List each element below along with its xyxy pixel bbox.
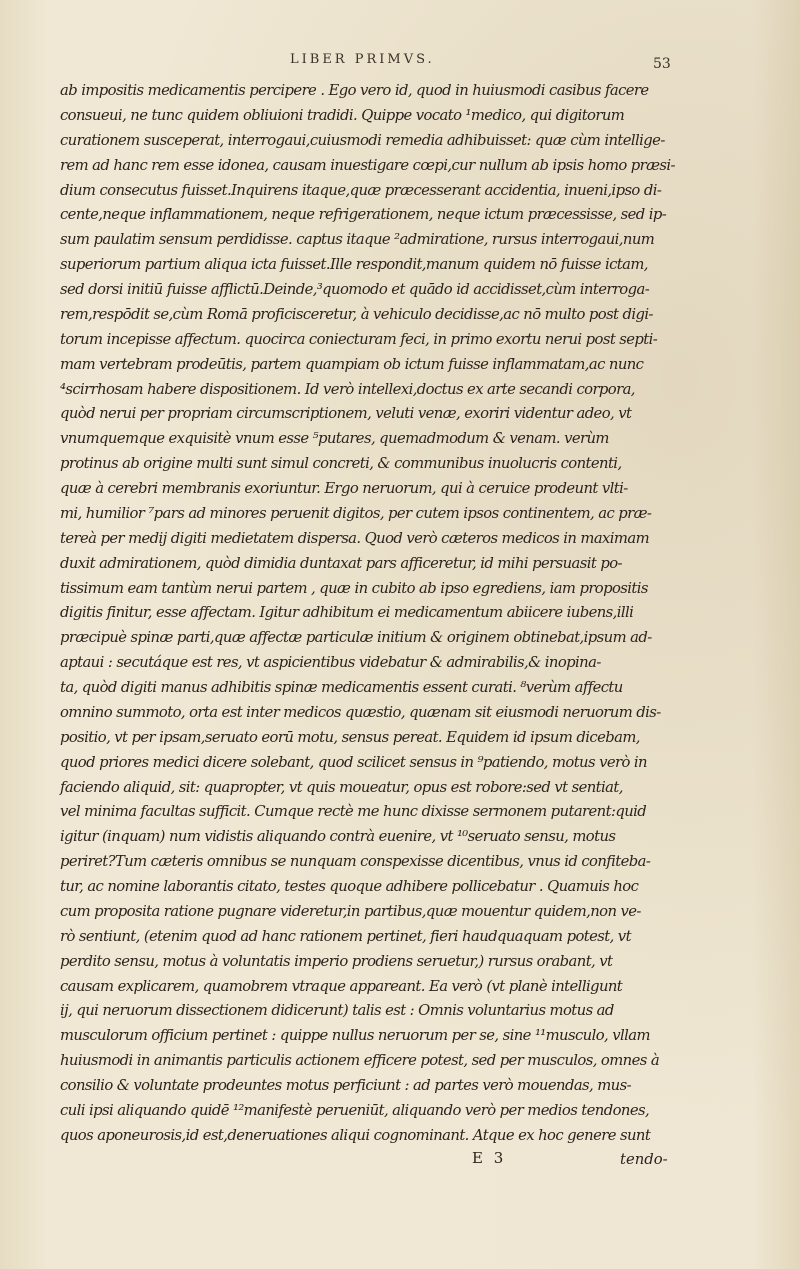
page-header <box>0 52 800 74</box>
text-line: quos aponeurosis,id est,deneruationes aliqui cognominant. Atque ex hoc genere sunt <box>60 1126 651 1144</box>
page-footer <box>0 1149 800 1173</box>
text-line: mam vertebram prodeūtis, partem quampiam ob ictum fuisse inflammatam,ac nunc <box>60 355 644 373</box>
text-line: aptaui : secutáque est res, vt aspicientibus videbatur & admirabilis,& inopina- <box>60 654 601 672</box>
text-line: omnino summoto, orta est inter medicos quæstio, quænam sit eiusmodi neruorum dis- <box>60 703 661 721</box>
text-line: quod priores medici dicere solebant, quod scilicet sensus in ⁹patiendo, motus verò in <box>60 753 647 771</box>
text-line: culi ipsi aliquando quidē ¹²manifestè perueniūt, aliquando verò per medios tendones, <box>60 1101 650 1119</box>
text-line: curationem susceperat, interrogaui,cuiusmodi remedia adhibuisset: quæ cùm intellige- <box>60 131 665 149</box>
text-line: igitur (inquam) num vidistis aliquando contrà euenire, vt ¹⁰seruato sensu, motus <box>60 828 616 846</box>
catchword: tendo- <box>620 1151 668 1168</box>
text-line: huiusmodi in animantis particulis actionem efficere potest, sed per musculos, omnes à <box>60 1052 660 1070</box>
text-line: rem,respōdit se,cùm Romā proficisceretur, à vehiculo decidisse,ac nō multo post digi- <box>60 305 653 323</box>
text-line: perdito sensu, motus à voluntatis imperio prodiens seruetur,) rursus orabant, vt <box>60 952 613 970</box>
text-line: tereà per medij digiti medietatem dispersa. Quod verò cæteros medicos in maximam <box>60 529 650 547</box>
text-line: rem ad hanc rem esse idonea, causam inuestigare cœpi,cur nullum ab ipsis homo præsi- <box>60 156 675 174</box>
text-line: rò sentiunt, (etenim quod ad hanc rationem pertinet, fieri haudquaquam potest, vt <box>60 927 631 945</box>
text-line: consilio & voluntate prodeuntes motus perficiunt : ad partes verò mouendas, mus- <box>60 1077 631 1094</box>
text-line: tissimum eam tantùm nerui partem , quæ in cubito ab ipso egrediens, iam propositis <box>60 579 648 597</box>
text-line: protinus ab origine multi sunt simul concreti, & communibus inuolucris contenti, <box>60 455 622 473</box>
text-line: sed dorsi initiū fuisse afflictū.Deinde,³quomodo et quādo id accidisset,cùm interroga- <box>60 281 650 298</box>
running-head: LIBER PRIMVS. <box>290 52 435 67</box>
text-line: ab impositis medicamentis percipere . Ego vero id, quod in huiusmodi casibus facere <box>60 82 649 99</box>
text-line: vel minima facultas sufficit. Cumque rectè me hunc dixisse sermonem putarent:quid <box>60 803 647 821</box>
text-line: causam explicarem, quamobrem vtraque appareant. Ea verò (vt planè intelligunt <box>60 977 623 995</box>
text-line: positio, vt per ipsam,seruato eorū motu, sensus pereat. Equidem id ipsum dicebam, <box>60 728 640 746</box>
text-line: ta, quòd digiti manus adhibitis spinæ medicamentis essent curati. ⁸verùm affectu <box>60 679 623 696</box>
text-line: cente,neque inflammationem, neque refrigerationem, neque ictum præcessisse, sed ip- <box>60 206 667 224</box>
text-line: sum paulatim sensum perdidisse. captus itaque ²admiratione, rursus interrogaui,num <box>60 231 655 249</box>
text-line: vnumquemque exquisitè vnum esse ⁵putares, quemadmodum & venam. verùm <box>60 430 609 448</box>
text-line: periret?Tum cæteris omnibus se nunquam conspexisse dicentibus, vnus id confiteba- <box>60 853 651 871</box>
text-line: consueui, ne tunc quidem obliuioni tradidi. Quippe vocato ¹medico, qui digitorum <box>60 106 625 124</box>
text-line: ij, qui neruorum dissectionem didicerunt) talis est : Omnis voluntarius motus ad <box>60 1002 614 1020</box>
text-line: mi, humilior ⁷pars ad minores peruenit digitos, per cutem ipsos continentem, ac præ- <box>60 504 652 522</box>
text-line: dium consecutus fuisset.Inquirens itaque,quæ præcesserant accidentia, inueni,ipso di- <box>60 181 662 199</box>
text-line: ⁴scirrhosam habere dispositionem. Id verò intellexi,doctus ex arte secandi corpora, <box>60 380 635 398</box>
text-line: superiorum partium aliqua icta fuisset.Ille respondit,manum quidem nō fuisse ictam, <box>60 256 648 274</box>
text-line: tur, ac nomine laborantis citato, testes quoque adhibere pollicebatur . Quamuis hoc <box>60 878 639 895</box>
body-text <box>60 79 680 1149</box>
text-line: digitis finitur, esse affectam. Igitur adhibitum ei medicamentum abiicere iubens,illi <box>60 604 634 622</box>
text-line: faciendo aliquid, sit: quapropter, vt quis moueatur, opus est robore:sed vt sentiat, <box>60 778 623 796</box>
text-line: duxit admirationem, quòd dimidia duntaxat pars afficeretur, id mihi persuasit po- <box>60 554 622 572</box>
page-number: 53 <box>653 56 671 72</box>
text-line: cum proposita ratione pugnare videretur,in partibus,quæ mouentur quidem,non ve- <box>60 902 641 920</box>
text-line: musculorum officium pertinet : quippe nullus neruorum per se, sine ¹¹musculo, vllam <box>60 1027 650 1045</box>
signature-mark: E 3 <box>472 1149 507 1167</box>
text-line: torum incepisse affectum. quocirca coniecturam feci, in primo exortu nerui post septi- <box>60 330 658 348</box>
text-line: quæ à cerebri membranis exoriuntur. Ergo neruorum, qui à ceruice prodeunt vlti- <box>60 480 628 497</box>
text-line: quòd nerui per propriam circumscriptionem, veluti venæ, exoriri videntur adeo, vt <box>60 405 632 423</box>
text-line: præcipuè spinæ parti,quæ affectæ particulæ initium & originem obtinebat,ipsum ad- <box>60 629 652 647</box>
